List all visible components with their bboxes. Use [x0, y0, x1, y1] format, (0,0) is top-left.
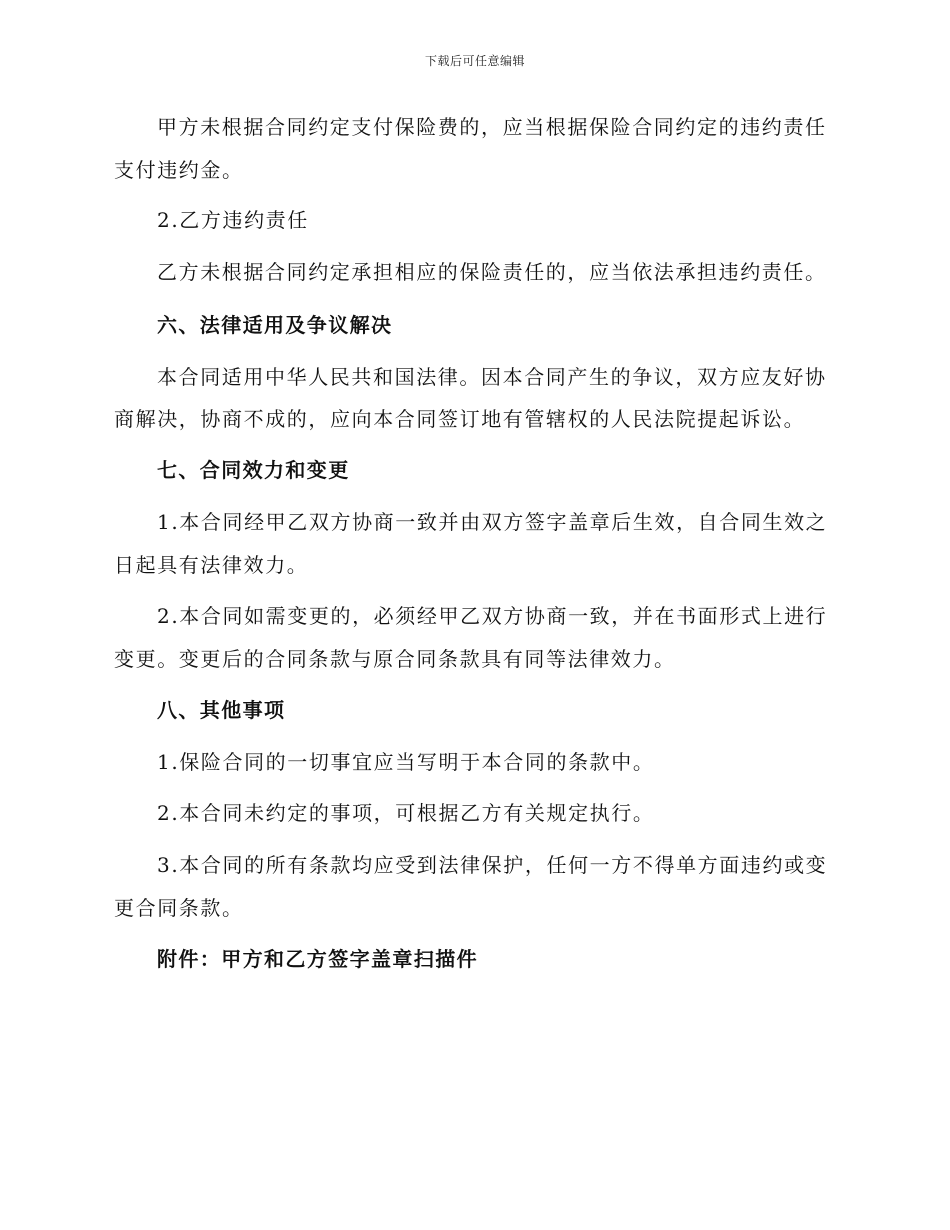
section-heading: 七、合同效力和变更 — [157, 458, 350, 482]
paragraph-line: 变更。变更后的合同条款与原合同条款具有同等法律效力。 — [114, 647, 676, 671]
paragraph-line: 商解决，协商不成的，应向本合同签订地有管辖权的人民法院提起诉讼。 — [114, 407, 806, 431]
paragraph-line: 甲方未根据合同约定支付保险费的，应当根据保险合同约定的违约责任 — [157, 115, 827, 139]
paragraph-line: 更合同条款。 — [114, 896, 244, 920]
paragraph-line: 支付违约金。 — [114, 158, 244, 182]
section-heading: 八、其他事项 — [157, 698, 286, 722]
subheading-line: 2.乙方违约责任 — [157, 208, 309, 232]
page-header: 下载后可任意编辑 — [424, 54, 525, 68]
paragraph-line: 本合同适用中华人民共和国法律。因本合同产生的争议，双方应友好协 — [157, 365, 827, 389]
paragraph-line: 3.本合同的所有条款均应受到法律保护，任何一方不得单方面违约或变 — [157, 853, 828, 877]
paragraph-line: 1.保险合同的一切事宜应当写明于本合同的条款中。 — [157, 750, 655, 774]
section-heading: 六、法律适用及争议解决 — [157, 313, 393, 337]
paragraph-line: 2.本合同未约定的事项，可根据乙方有关规定执行。 — [157, 801, 655, 825]
paragraph-line: 1.本合同经甲乙双方协商一致并由双方签字盖章后生效，自合同生效之 — [157, 510, 828, 534]
attachment-heading: 附件：甲方和乙方签字盖章扫描件 — [157, 947, 478, 971]
paragraph-line: 日起具有法律效力。 — [114, 553, 309, 577]
paragraph-line: 2.本合同如需变更的，必须经甲乙双方协商一致，并在书面形式上进行 — [157, 604, 828, 628]
paragraph-line: 乙方未根据合同约定承担相应的保险责任的，应当依法承担违约责任。 — [157, 260, 827, 284]
